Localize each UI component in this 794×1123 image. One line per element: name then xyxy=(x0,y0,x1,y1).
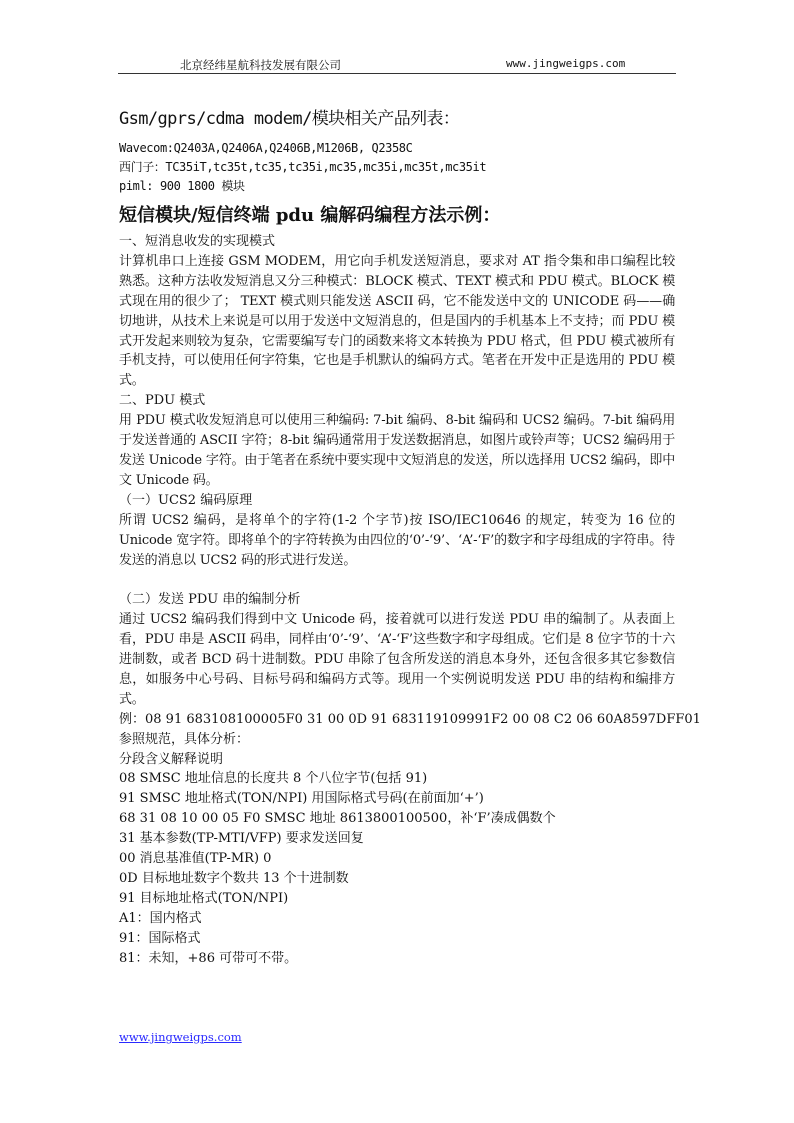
sub1-heading: （一）UCS2 编码原理 xyxy=(119,492,253,508)
product-line-siemens: 西门子：TC35iT,tc35t,tc35,tc35i,mc35,mc35i,mc35t,mc35it xyxy=(119,160,487,174)
product-list-title: Gsm/gprs/cdma modem/模块相关产品列表： xyxy=(119,109,460,129)
spacer xyxy=(119,570,675,590)
example-line: 分段含义解释说明 xyxy=(119,751,224,767)
page-header xyxy=(118,57,676,73)
section-title: 短信模块/短信终端 pdu 编解码编程方法示例： xyxy=(119,205,501,226)
footer-website-link[interactable]: www.jingweigps.com xyxy=(119,1030,242,1044)
example-line: 68 31 08 10 00 05 F0 SMSC 地址 8613800100500，补‘F’凑成偶数个 xyxy=(119,811,556,827)
s1-heading: 一、短消息收发的实现模式 xyxy=(119,234,276,249)
product-line-piml: piml: 900 1800 模块 xyxy=(119,179,245,193)
document-body xyxy=(119,104,701,969)
product-line-wavecom: Wavecom:Q2403A,Q2406A,Q2406B,M1206B, Q2358C xyxy=(119,141,413,155)
example-line: 81：未知，+86 可带可不带。 xyxy=(119,950,298,966)
example-line: 参照规范，具体分析： xyxy=(119,731,250,747)
example-line: 91 目标地址格式(TON/NPI) xyxy=(119,890,289,906)
example-line: 00 消息基准值(TP-MR) 0 xyxy=(119,851,272,867)
s2-heading: 二、PDU 模式 xyxy=(119,393,206,409)
s1-paragraph: 计算机串口上连接 GSM MODEM，用它向手机发送短消息，要求对 AT 指令集和串口编程比较熟悉。这种方法收发短消息又分三种模式：BLOCK 模式、TEXT 模式和 PDU 模式。BLOCK 模式现在用的很少了； TEXT 模式则只能发送 ASCII 码，它不能发送中文的 UNICODE 码——确切地讲，从技术上来说是可以用于发送中文短消息的，但是国内的手机基本上不支持；而 PDU 模式开发起来则较为复杂，它需要编写专门的函数来将文本转换为 PDU 格式，但 PDU 模式被所有手机支持，可以使用任何字符集，它也是手机默认的编码方式。笔者在开发中正是选用的 PDU 模式。 xyxy=(119,253,675,389)
header-website: www.jingweigps.com xyxy=(506,57,626,70)
sub1-paragraph: 所谓 UCS2 编码，是将单个的字符(1-2 个字节)按 ISO/IEC10646 的规定，转变为 16 位的 Unicode 宽字符。即将单个的字符转换为由四位的‘0’-‘9’、‘A’-‘F’的数字和字母组成的字符串。待发送的消息以 UCS2 码的形式进行发送。 xyxy=(119,512,675,568)
sub2-heading: （二）发送 PDU 串的编制分析 xyxy=(119,592,301,608)
header-divider xyxy=(118,73,676,74)
example-line: 08 SMSC 地址信息的长度共 8 个八位字节(包括 91) xyxy=(119,771,428,787)
example-line: 91：国际格式 xyxy=(119,930,201,946)
example-line: 91 SMSC 地址格式(TON/NPI) 用国际格式号码(在前面加‘+’) xyxy=(119,791,484,807)
example-line: 0D 目标地址数字个数共 13 个十进制数 xyxy=(119,870,349,886)
example-line: 例：08 91 683108100005F0 31 00 0D 91 683119109991F2 00 08 C2 06 60A8597DFF01 xyxy=(119,711,701,727)
sub2-paragraph: 通过 UCS2 编码我们得到中文 Unicode 码，接着就可以进行发送 PDU 串的编制了。从表面上看，PDU 串是 ASCII 码串，同样由‘0’-‘9’、‘A’-‘F’这些数字和字母组成。它们是 8 位字节的十六进制数，或者 BCD 码十进制数。PDU 串除了包含所发送的消息本身外，还包含很多其它参数信息，如服务中心号码、目标号码和编码方式等。现用一个实例说明发送 PDU 串的结构和编排方式。 xyxy=(119,612,675,707)
s2-paragraph: 用 PDU 模式收发短消息可以使用三种编码: 7-bit 编码、8-bit 编码和 UCS2 编码。7-bit 编码用于发送普通的 ASCII 字符；8-bit 编码通常用于发送数据消息，如图片或铃声等；UCS2 编码用于发送 Unicode 字符。由于笔者在系统中要实现中文短消息的发送，所以选择用 UCS2 编码，即中文 Unicode 码。 xyxy=(119,413,675,488)
example-line: 31 基本参数(TP-MTI/VFP) 要求发送回复 xyxy=(119,831,364,847)
header-company: 北京经纬星航科技发展有限公司 xyxy=(180,58,341,72)
example-line: A1：国内格式 xyxy=(119,910,202,926)
